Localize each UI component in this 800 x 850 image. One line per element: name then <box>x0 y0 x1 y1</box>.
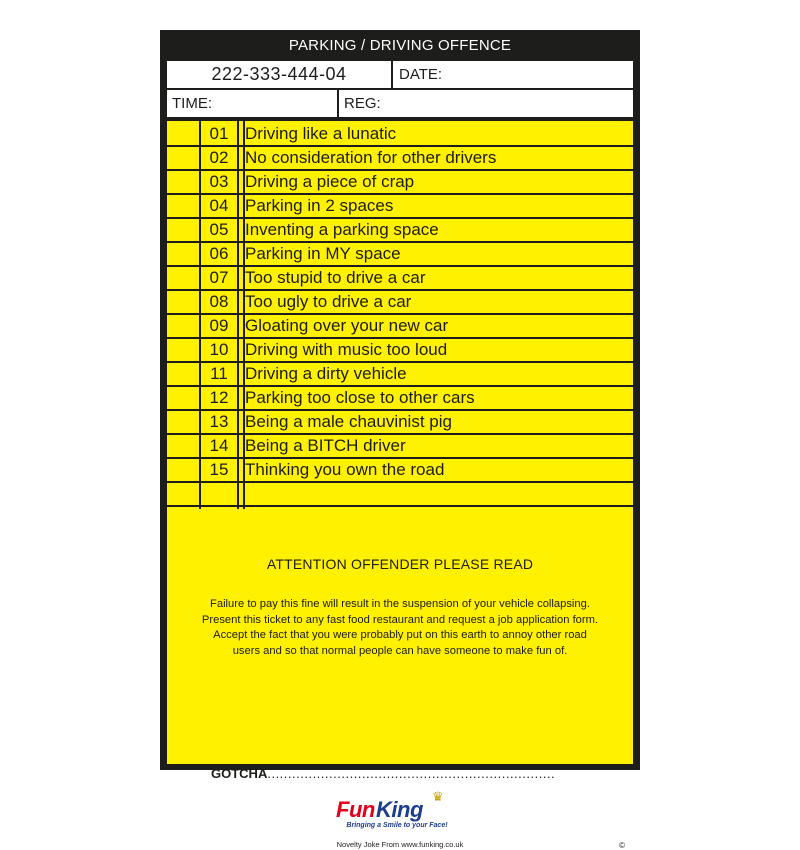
time-field-label: TIME: <box>172 95 212 112</box>
gotcha-label: GOTCHA <box>211 766 268 781</box>
offence-code: 06 <box>209 244 229 263</box>
offence-description: Driving a dirty vehicle <box>245 364 407 383</box>
gotcha-signature-line <box>211 766 611 781</box>
gotcha-dots: ...................................................................... <box>267 766 556 781</box>
offence-code <box>201 483 237 505</box>
novelty-footer: Novelty Joke From www.funking.co.uk <box>336 840 464 849</box>
offence-code: 13 <box>209 412 229 431</box>
offence-description: Thinking you own the road <box>245 460 445 479</box>
notice-line: users and so that normal people can have someone to make fun of. <box>232 644 568 657</box>
funking-logo <box>332 789 462 833</box>
offence-description: Driving with music too loud <box>245 340 448 359</box>
table-row <box>167 267 633 289</box>
offence-description: Inventing a parking space <box>245 220 439 239</box>
table-row <box>167 339 633 361</box>
notice-line: Accept the fact that you were probably put on this earth to annoy other road <box>213 629 587 641</box>
offence-code: 14 <box>209 436 229 455</box>
table-row <box>167 363 633 385</box>
offence-code: 12 <box>209 388 229 407</box>
tick-box[interactable] <box>167 339 199 361</box>
ticket-title: PARKING / DRIVING OFFENCE <box>288 37 512 54</box>
header-row-time-reg <box>167 90 633 117</box>
offence-description: Driving a piece of crap <box>245 172 415 191</box>
offence-code: 04 <box>209 196 229 215</box>
offence-code: 01 <box>209 124 229 143</box>
offence-description: Gloating over your new car <box>245 316 449 335</box>
tick-box[interactable] <box>167 267 199 289</box>
offence-code: 07 <box>209 268 229 287</box>
table-row <box>167 243 633 265</box>
tick-box[interactable] <box>167 315 199 337</box>
date-field-label: DATE: <box>399 66 443 83</box>
tick-box[interactable] <box>167 195 199 217</box>
table-row <box>167 219 633 241</box>
attention-heading: ATTENTION OFFENDER PLEASE READ <box>266 556 534 572</box>
offence-code: 02 <box>209 148 229 167</box>
table-row <box>167 195 633 217</box>
table-row <box>167 483 633 505</box>
reg-field-label: REG: <box>344 95 381 112</box>
ticket-number: 222-333-444-04 <box>211 64 347 84</box>
table-row <box>167 459 633 481</box>
offence-code: 15 <box>209 460 229 479</box>
table-row <box>167 147 633 169</box>
table-row <box>167 123 633 145</box>
offence-description: Being a male chauvinist pig <box>245 412 452 431</box>
tick-box[interactable] <box>167 171 199 193</box>
ticket-body <box>167 121 633 850</box>
logo-tagline: Bringing a Smile to your Face! <box>346 822 448 829</box>
tick-box[interactable] <box>167 219 199 241</box>
offence-description: Too ugly to drive a car <box>245 292 412 311</box>
offence-code: 03 <box>209 172 229 191</box>
offence-description: Parking in MY space <box>245 244 401 263</box>
tick-box[interactable] <box>167 123 199 145</box>
tick-box[interactable] <box>167 387 199 409</box>
offence-description: Driving like a lunatic <box>245 124 397 143</box>
tick-box[interactable] <box>167 243 199 265</box>
offence-description: No consideration for other drivers <box>245 148 497 167</box>
parking-ticket <box>160 30 640 850</box>
header-row-number-date <box>167 61 633 88</box>
table-row <box>167 387 633 409</box>
logo-text-king: King <box>376 797 423 822</box>
notice-text <box>177 597 623 659</box>
offence-description: Parking too close to other cars <box>245 388 475 407</box>
logo-text-fun: Fun <box>336 797 375 822</box>
offence-description: Being a BITCH driver <box>245 436 406 455</box>
table-row <box>167 171 633 193</box>
table-row-rule <box>167 505 633 507</box>
tick-box[interactable] <box>167 363 199 385</box>
offence-code: 08 <box>209 292 229 311</box>
tick-box[interactable] <box>167 147 199 169</box>
offence-code: 10 <box>209 340 229 359</box>
offence-code: 05 <box>209 220 229 239</box>
table-row <box>167 291 633 313</box>
copyright-mark: © <box>619 841 625 850</box>
table-row <box>167 315 633 337</box>
tick-box[interactable] <box>167 291 199 313</box>
notice-line: Present this ticket to any fast food restaurant and request a job application form. <box>201 613 599 626</box>
tick-box[interactable] <box>167 435 199 457</box>
offence-description: Too stupid to drive a car <box>245 268 426 287</box>
table-row <box>167 435 633 457</box>
offence-description: Parking in 2 spaces <box>245 196 394 215</box>
tick-box[interactable] <box>167 459 199 481</box>
table-row <box>167 411 633 433</box>
offence-code: 09 <box>209 316 229 335</box>
offence-code: 11 <box>210 364 228 383</box>
notice-line: Failure to pay this fine will result in the suspension of your vehicle collapsing. <box>210 598 590 610</box>
header-divider <box>391 61 393 88</box>
tick-box[interactable] <box>167 483 199 505</box>
header-divider <box>337 90 339 117</box>
offence-description <box>245 483 630 505</box>
tick-box[interactable] <box>167 411 199 433</box>
crown-icon: ♛ <box>432 789 444 804</box>
